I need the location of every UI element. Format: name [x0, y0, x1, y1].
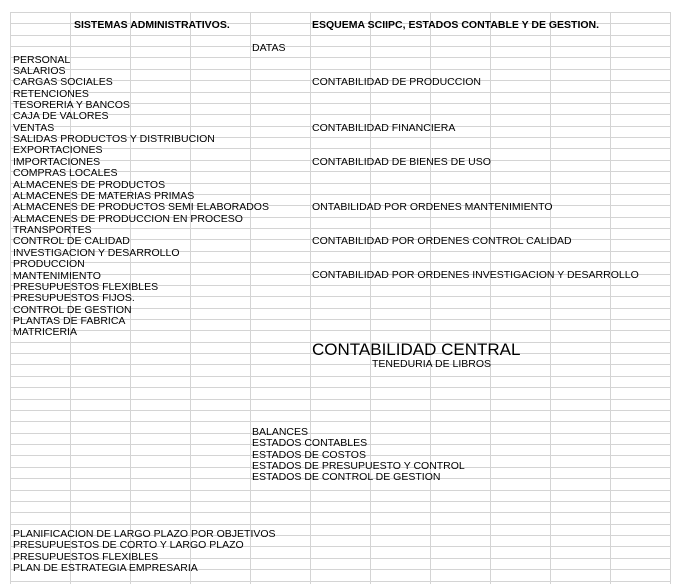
- grid-column-line: [670, 12, 671, 584]
- list-item: CONTABILIDAD POR ORDENES INVESTIGACION Y DESARROLLO: [312, 269, 639, 281]
- grid-row-line: [10, 92, 670, 93]
- list-item: ONTABILIDAD POR ORDENES MANTENIMIENTO: [312, 201, 553, 213]
- list-item: ALMACENES DE PRODUCTOS: [13, 179, 166, 191]
- central-title: CONTABILIDAD CENTRAL: [312, 340, 521, 359]
- right-header: ESQUEMA SCIIPC, ESTADOS CONTABLE Y DE GESTION.: [312, 19, 600, 31]
- list-item: PLAN DE ESTRATEGIA EMPRESARIA: [13, 562, 198, 574]
- grid-column-line: [250, 12, 251, 584]
- grid-row-line: [10, 501, 670, 502]
- list-item: CONTROL DE GESTION: [13, 304, 132, 316]
- grid-row-line: [10, 330, 670, 331]
- grid-column-line: [490, 12, 491, 584]
- grid-row-line: [10, 490, 670, 491]
- list-item: VENTAS: [13, 122, 55, 134]
- list-item: TRANSPORTES: [13, 224, 92, 236]
- grid-row-line: [10, 46, 670, 47]
- grid-row-line: [10, 114, 670, 115]
- list-item: PERSONAL: [13, 54, 71, 66]
- list-item: CAJA DE VALORES: [13, 110, 109, 122]
- grid-row-line: [10, 69, 670, 70]
- grid-column-line: [190, 12, 191, 584]
- list-item: INVESTIGACION Y DESARROLLO: [13, 247, 180, 259]
- list-item: ESTADOS CONTABLES: [252, 437, 368, 449]
- list-item: IMPORTACIONES: [13, 156, 101, 168]
- grid-row-line: [10, 364, 670, 365]
- list-item: MANTENIMIENTO: [13, 270, 101, 282]
- list-item: CONTABILIDAD DE PRODUCCION: [312, 76, 481, 88]
- grid-row-line: [10, 228, 670, 229]
- grid-row-line: [10, 35, 670, 36]
- grid-row-line: [10, 262, 670, 263]
- list-item: SALIDAS PRODUCTOS Y DISTRIBUCION: [13, 133, 215, 145]
- grid-column-line: [550, 12, 551, 584]
- list-item: SALARIOS: [13, 65, 66, 77]
- grid-column-line: [610, 12, 611, 584]
- list-item: ALMACENES DE PRODUCCION EN PROCESO: [13, 213, 243, 225]
- list-item: CONTROL DE CALIDAD: [13, 235, 130, 247]
- list-item: CONTABILIDAD FINANCIERA: [312, 122, 456, 134]
- grid-row-line: [10, 376, 670, 377]
- left-header: SISTEMAS ADMINISTRATIVOS.: [74, 19, 230, 31]
- list-item: ALMACENES DE MATERIAS PRIMAS: [13, 190, 195, 202]
- grid-row-line: [10, 12, 670, 13]
- list-item: CONTABILIDAD DE BIENES DE USO: [312, 156, 491, 168]
- grid-column-line: [310, 12, 311, 584]
- list-item: PRODUCCION: [13, 258, 85, 270]
- grid-column-line: [370, 12, 371, 584]
- list-item: MATRICERIA: [13, 326, 77, 338]
- list-item: BALANCES: [252, 426, 309, 438]
- list-item: TESORERIA Y BANCOS: [13, 99, 130, 111]
- grid-row-line: [10, 524, 670, 525]
- list-item: PLANTAS DE FABRICA: [13, 315, 126, 327]
- grid-row-line: [10, 57, 670, 58]
- list-item: CONTABILIDAD POR ORDENES CONTROL CALIDAD: [312, 235, 572, 247]
- grid-row-line: [10, 148, 670, 149]
- list-item: PRESUPUESTOS FIJOS.: [13, 292, 135, 304]
- grid-row-line: [10, 410, 670, 411]
- grid-row-line: [10, 581, 670, 582]
- grid-row-line: [10, 512, 670, 513]
- grid-column-line: [430, 12, 431, 584]
- grid-row-line: [10, 421, 670, 422]
- list-item: PRESUPUESTOS FLEXIBLES: [13, 281, 159, 293]
- grid-row-line: [10, 387, 670, 388]
- list-item: PRESUPUESTOS FLEXIBLES: [13, 551, 159, 563]
- list-item: ESTADOS DE CONTROL DE GESTION: [252, 471, 441, 483]
- list-item: PRESUPUESTOS DE CORTO Y LARGO PLAZO: [13, 539, 244, 551]
- list-item: COMPRAS LOCALES: [13, 167, 118, 179]
- list-item: PLANIFICACION DE LARGO PLAZO POR OBJETIVOS: [13, 528, 276, 540]
- central-subtitle: TENEDURIA DE LIBROS: [372, 358, 492, 370]
- list-item: ESTADOS DE COSTOS: [252, 449, 366, 461]
- list-item: EXPORTACIONES: [13, 144, 103, 156]
- grid-column-line: [10, 12, 11, 584]
- list-item: CARGAS SOCIALES: [13, 76, 113, 88]
- list-item: ESTADOS DE PRESUPUESTO Y CONTROL: [252, 460, 465, 472]
- grid-row-line: [10, 433, 670, 434]
- datas-label: DATAS: [252, 42, 286, 54]
- list-item: RETENCIONES: [13, 88, 89, 100]
- grid-row-line: [10, 399, 670, 400]
- list-item: ALMACENES DE PRODUCTOS SEMI ELABORADOS: [13, 201, 269, 213]
